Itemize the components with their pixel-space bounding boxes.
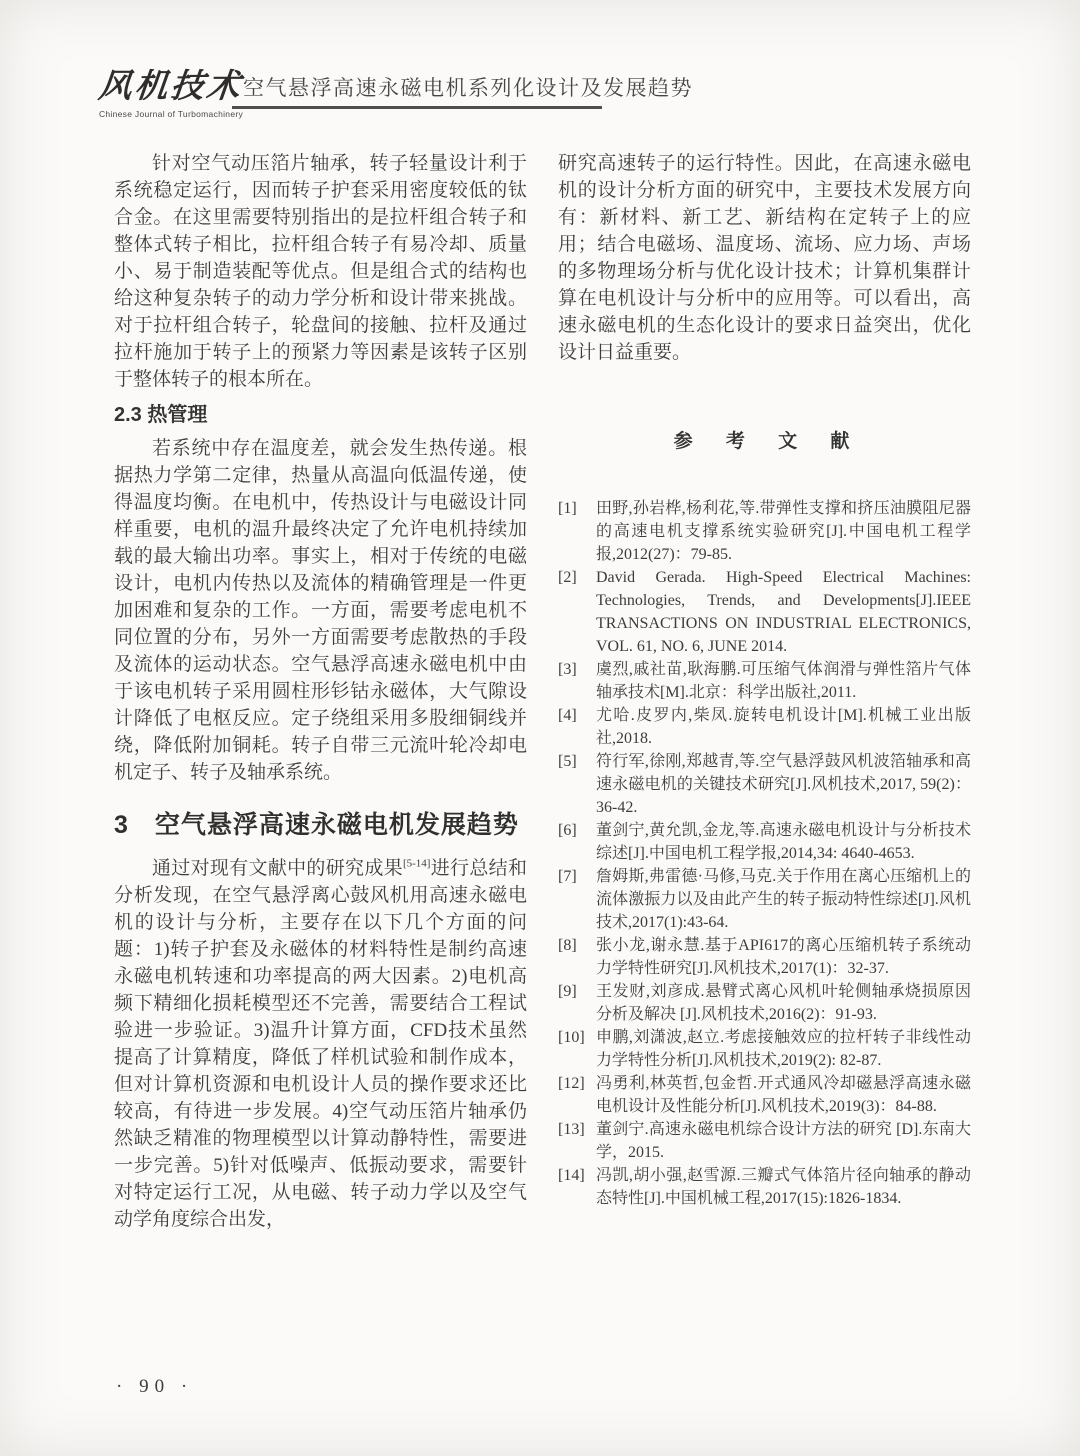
reference-label: [4]: [558, 707, 577, 724]
reference-text: 冯凯,胡小强,赵雪源.三瓣式气体箔片径向轴承的静动态特性[J].中国机械工程,2017(15):1826-1834.: [596, 1167, 971, 1207]
reference-label: [13]: [558, 1121, 585, 1138]
section-heading-2-3-thermal: 2.3 热管理: [114, 404, 208, 426]
reference-label: [5]: [558, 753, 577, 770]
reference-item-5: [558, 750, 971, 819]
reference-label: [10]: [558, 1029, 585, 1046]
reference-label: [12]: [558, 1075, 585, 1092]
reference-text: 虞烈,戚社苗,耿海鹏.可压缩气体润滑与弹性箔片气体轴承技术[M].北京：科学出版社,2011.: [596, 661, 971, 701]
reference-label: [6]: [558, 822, 577, 839]
paragraph-foil-bearing-rotor: 针对空气动压箔片轴承，转子轻量设计利于系统稳定运行，因而转子护套采用密度较低的钛合金。在这里需要特别指出的是拉杆组合转子和整体式转子相比，拉杆组合转子有易冷却、质量小、易于制造装配等优点。但是组合式的结构也给这种复杂转子的动力学分析和设计带来挑战。对于拉杆组合转子，轮盘间的接触、拉杆及通过拉杆施加于转子上的预紧力等因素是该转子区别于整体转子的根本所在。: [114, 153, 527, 390]
reference-label: [7]: [558, 868, 577, 885]
reference-item-3: [558, 658, 971, 704]
reference-text: David Gerada. High-Speed Electrical Machines: Technologies, Trends, and Developments[J].IEEE TRANSACTIONS ON INDUSTRIAL ELECTRONICS, VOL. 61, NO. 6, JUNE 2014.: [596, 569, 971, 655]
references-list: [558, 497, 971, 1210]
journal-logo-title: 风机技术: [96, 66, 245, 105]
reference-label: [3]: [558, 661, 577, 678]
reference-item-14: [558, 1164, 971, 1210]
reference-label: [9]: [558, 983, 577, 1000]
page-number: · 90 ·: [116, 1376, 194, 1397]
section-3-number: 3: [114, 811, 129, 839]
reference-label: [1]: [558, 500, 577, 517]
right-column: [558, 150, 971, 1210]
reference-item-10: [558, 1026, 971, 1072]
reference-text: 董剑宁.高速永磁电机综合设计方法的研究 [D].东南大学，2015.: [596, 1121, 971, 1161]
reference-text: 符行军,徐刚,郑越青,等.空气悬浮鼓风机波箔轴承和高速永磁电机的关键技术研究[J].风机技术,2017, 59(2)：36-42.: [596, 753, 971, 816]
reference-label: [14]: [558, 1167, 585, 1184]
reference-label: [8]: [558, 937, 577, 954]
citation-superscript: [5-14]: [402, 857, 431, 870]
left-column: [114, 150, 527, 1233]
reference-item-13: [558, 1118, 971, 1164]
reference-item-12: [558, 1072, 971, 1118]
trends-text-after-citation: 进行总结和分析发现，在空气悬浮离心鼓风机用高速永磁电机的设计与分析，主要存在以下几个方面的问题：1)转子护套及永磁体的材料特性是制约高速永磁电机转速和功率提高的两大因素。2)电机高频下精细化损耗模型还不完善，需要结合工程试验进一步验证。3)温升计算方面，CFD技术虽然提高了计算精度，降低了样机试验和制作成本，但对计算机资源和电机设计人员的操作要求还比较高，有待进一步发展。4)空气动压箔片轴承仍然缺乏精准的物理模型以计算动静特性，需要进一步完善。5)针对低噪声、低振动要求，需要针对特定运行工况，从电磁、转子动力学以及空气动学角度综合出发，: [114, 858, 527, 1230]
reference-item-6: [558, 819, 971, 865]
section-heading-3-trends: [114, 812, 527, 839]
reference-text: 冯勇利,林英哲,包金哲.开式通风冷却磁悬浮高速永磁电机设计及性能分析[J].风机技术,2019(3)：84-88.: [596, 1075, 971, 1115]
journal-logo: [96, 60, 246, 119]
section-3-title: 空气悬浮高速永磁电机发展趋势: [154, 811, 519, 839]
reference-item-8: [558, 934, 971, 980]
header-divider: [232, 106, 602, 109]
paragraph-continuation-research-directions: 研究高速转子的运行特性。因此，在高速永磁电机的设计分析方面的研究中，主要技术发展方向有：新材料、新工艺、新结构在定转子上的应用；结合电磁场、温度场、流场、应力场、声场的多物理场分析与优化设计技术；计算机集群计算在电机设计与分析中的应用等。可以看出，高速永磁电机的生态化设计的要求日益突出，优化设计日益重要。: [558, 153, 971, 363]
reference-item-9: [558, 980, 971, 1026]
reference-text: 尤哈.皮罗内,柴凤.旋转电机设计[M].机械工业出版社,2018.: [596, 707, 971, 747]
references-heading: 参 考 文 献: [673, 431, 856, 452]
reference-item-7: [558, 865, 971, 934]
reference-text: 王发财,刘彦成.悬臂式离心风机叶轮侧轴承烧损原因分析及解决 [J].风机技术,2016(2)：91-93.: [596, 983, 971, 1023]
running-title: 空气悬浮高速永磁电机系列化设计及发展趋势: [243, 76, 693, 100]
reference-item-4: [558, 704, 971, 750]
reference-text: 詹姆斯,弗雷德·马修,马克.关于作用在离心压缩机上的流体激振力以及由此产生的转子振动特性综述[J].风机技术,2017(1):43-64.: [596, 868, 971, 931]
reference-label: [2]: [558, 569, 577, 586]
reference-text: 张小龙,谢永慧.基于API617的离心压缩机转子系统动力学特性研究[J].风机技术,2017(1)：32-37.: [596, 937, 971, 977]
paragraph-development-trends: [114, 855, 527, 1233]
reference-text: 田野,孙岩桦,杨利花,等.带弹性支撑和挤压油膜阻尼器的高速电机支撑系统实验研究[J].中国电机工程学报,2012(27)：79-85.: [596, 500, 971, 563]
reference-item-2: [558, 566, 971, 658]
journal-logo-subtitle: Chinese Journal of Turbomachinery: [98, 109, 244, 119]
reference-text: 董剑宁,黄允凯,金龙,等.高速永磁电机设计与分析技术综述[J].中国电机工程学报,2014,34: 4640-4653.: [596, 822, 971, 862]
paragraph-thermal-management: 若系统中存在温度差，就会发生热传递。根据热力学第二定律，热量从高温向低温传递，使得温度均衡。在电机中，传热设计与电磁设计同样重要，电机的温升最终决定了允许电机持续加载的最大输出功率。事实上，相对于传统的电磁设计，电机内传热以及流体的精确管理是一件更加困难和复杂的工作。一方面，需要考虑电机不同位置的分布，另外一方面需要考虑散热的手段及流体的运动状态。空气悬浮高速永磁电机中由于该电机转子采用圆柱形钐钴永磁体，大气隙设计降低了电枢反应。定子绕组采用多股细铜线并绕，降低附加铜耗。转子自带三元流叶轮冷却电机定子、转子及轴承系统。: [114, 438, 527, 783]
reference-item-1: [558, 497, 971, 566]
trends-text-before-citation: 通过对现有文献中的研究成果: [152, 858, 403, 879]
reference-text: 申鹏,刘潇波,赵立.考虑接触效应的拉杆转子非线性动力学特性分析[J].风机技术,2019(2): 82-87.: [596, 1029, 971, 1069]
